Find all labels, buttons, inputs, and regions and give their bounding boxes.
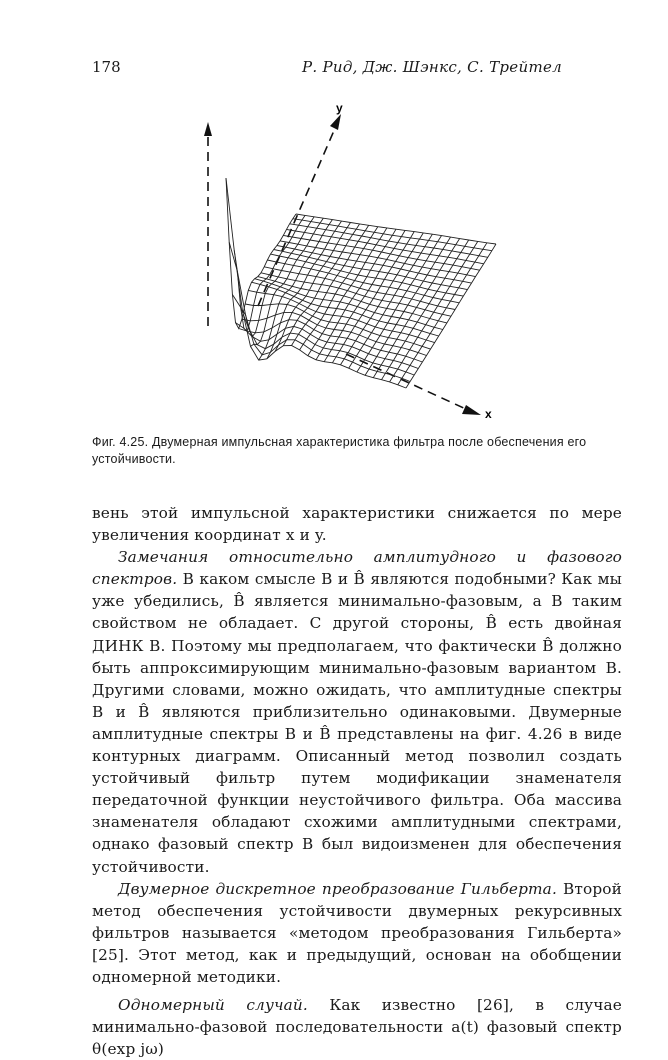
axis-x-label: x bbox=[485, 407, 492, 421]
mesh-line-u bbox=[398, 243, 487, 385]
section-one-dimensional bbox=[92, 994, 622, 1060]
section-hilbert bbox=[92, 878, 622, 988]
section-amplitude-phase bbox=[92, 546, 622, 877]
section-text-one-dimensional: Как известно [26], в случае минимально-фазовой последовательности a(t) фазовый спектр θ(exp jω) bbox=[92, 996, 622, 1059]
running-head: Р. Рид, Дж. Шэнкс, С. Трейтел bbox=[301, 58, 562, 76]
impulse-response-surface bbox=[196, 96, 516, 426]
axis-y-label: y bbox=[336, 101, 343, 115]
figure-caption bbox=[92, 434, 622, 468]
x-axis bbox=[346, 354, 468, 410]
page-number: 178 bbox=[92, 58, 121, 76]
y-axis-arrow bbox=[330, 114, 341, 130]
figure-4-25 bbox=[196, 96, 516, 426]
body-text bbox=[92, 502, 622, 1060]
mesh-line-v bbox=[242, 312, 427, 355]
section-title-amplitude-phase: Замечания относительно амплитудного и фазового спектров. bbox=[92, 548, 622, 589]
section-title-hilbert: Двумерное дискретное преобразование Гильберта. bbox=[118, 879, 557, 898]
mesh-line-u bbox=[332, 232, 414, 363]
z-axis-arrow bbox=[204, 122, 212, 136]
section-title-one-dimensional: Одномерный случай. bbox=[118, 996, 308, 1015]
section-text-amplitude-phase: В каком смысле B и B̂ являются подобными? Как мы уже убедились, B̂ является минимально-фазовым, а B таким свойством не обладает. С другой стороны, B̂ есть двойная ДИНК B. Поэтому мы предполагаем, что фактически B̂ должно быть аппроксимирующим минимально-фазовым вариантом B. Другими словами, можно ожидать, что амплитудные спектры B и B̂ являются приблизительно одинаковыми. Двумерные амплитудные спектры B и B̂ представлены на фиг. 4.26 в виде контурных диаграмм. Описанный метод позволил создать устойчивый фильтр путем модификации знаменателя передаточной функции неустойчивого фильтра. Оба массива знаменателя обладают схожими амплитудными спектрами, однако фазовый спектр B был видоизменен для обеспечения устойчивости. bbox=[92, 570, 622, 876]
caption-text: Двумерная импульсная характеристика фильтра после обеспечения его устойчивости. bbox=[92, 435, 587, 466]
surface-mesh bbox=[226, 178, 496, 388]
caption-label: Фиг. 4.25. bbox=[92, 435, 149, 449]
x-axis-arrow bbox=[462, 405, 481, 415]
section-text-hilbert: Второй метод обеспечения устойчивости двумерных рекурсивных фильтров называется «методом преобразования Гильберта» [25]. Этот метод, как и предыдущий, основан на обобщении одномерной методики. bbox=[92, 879, 622, 986]
page-header bbox=[92, 58, 562, 80]
paragraph-continuation: вень этой импульсной характеристики снижается по мере увеличения координат x и y. bbox=[92, 504, 622, 545]
